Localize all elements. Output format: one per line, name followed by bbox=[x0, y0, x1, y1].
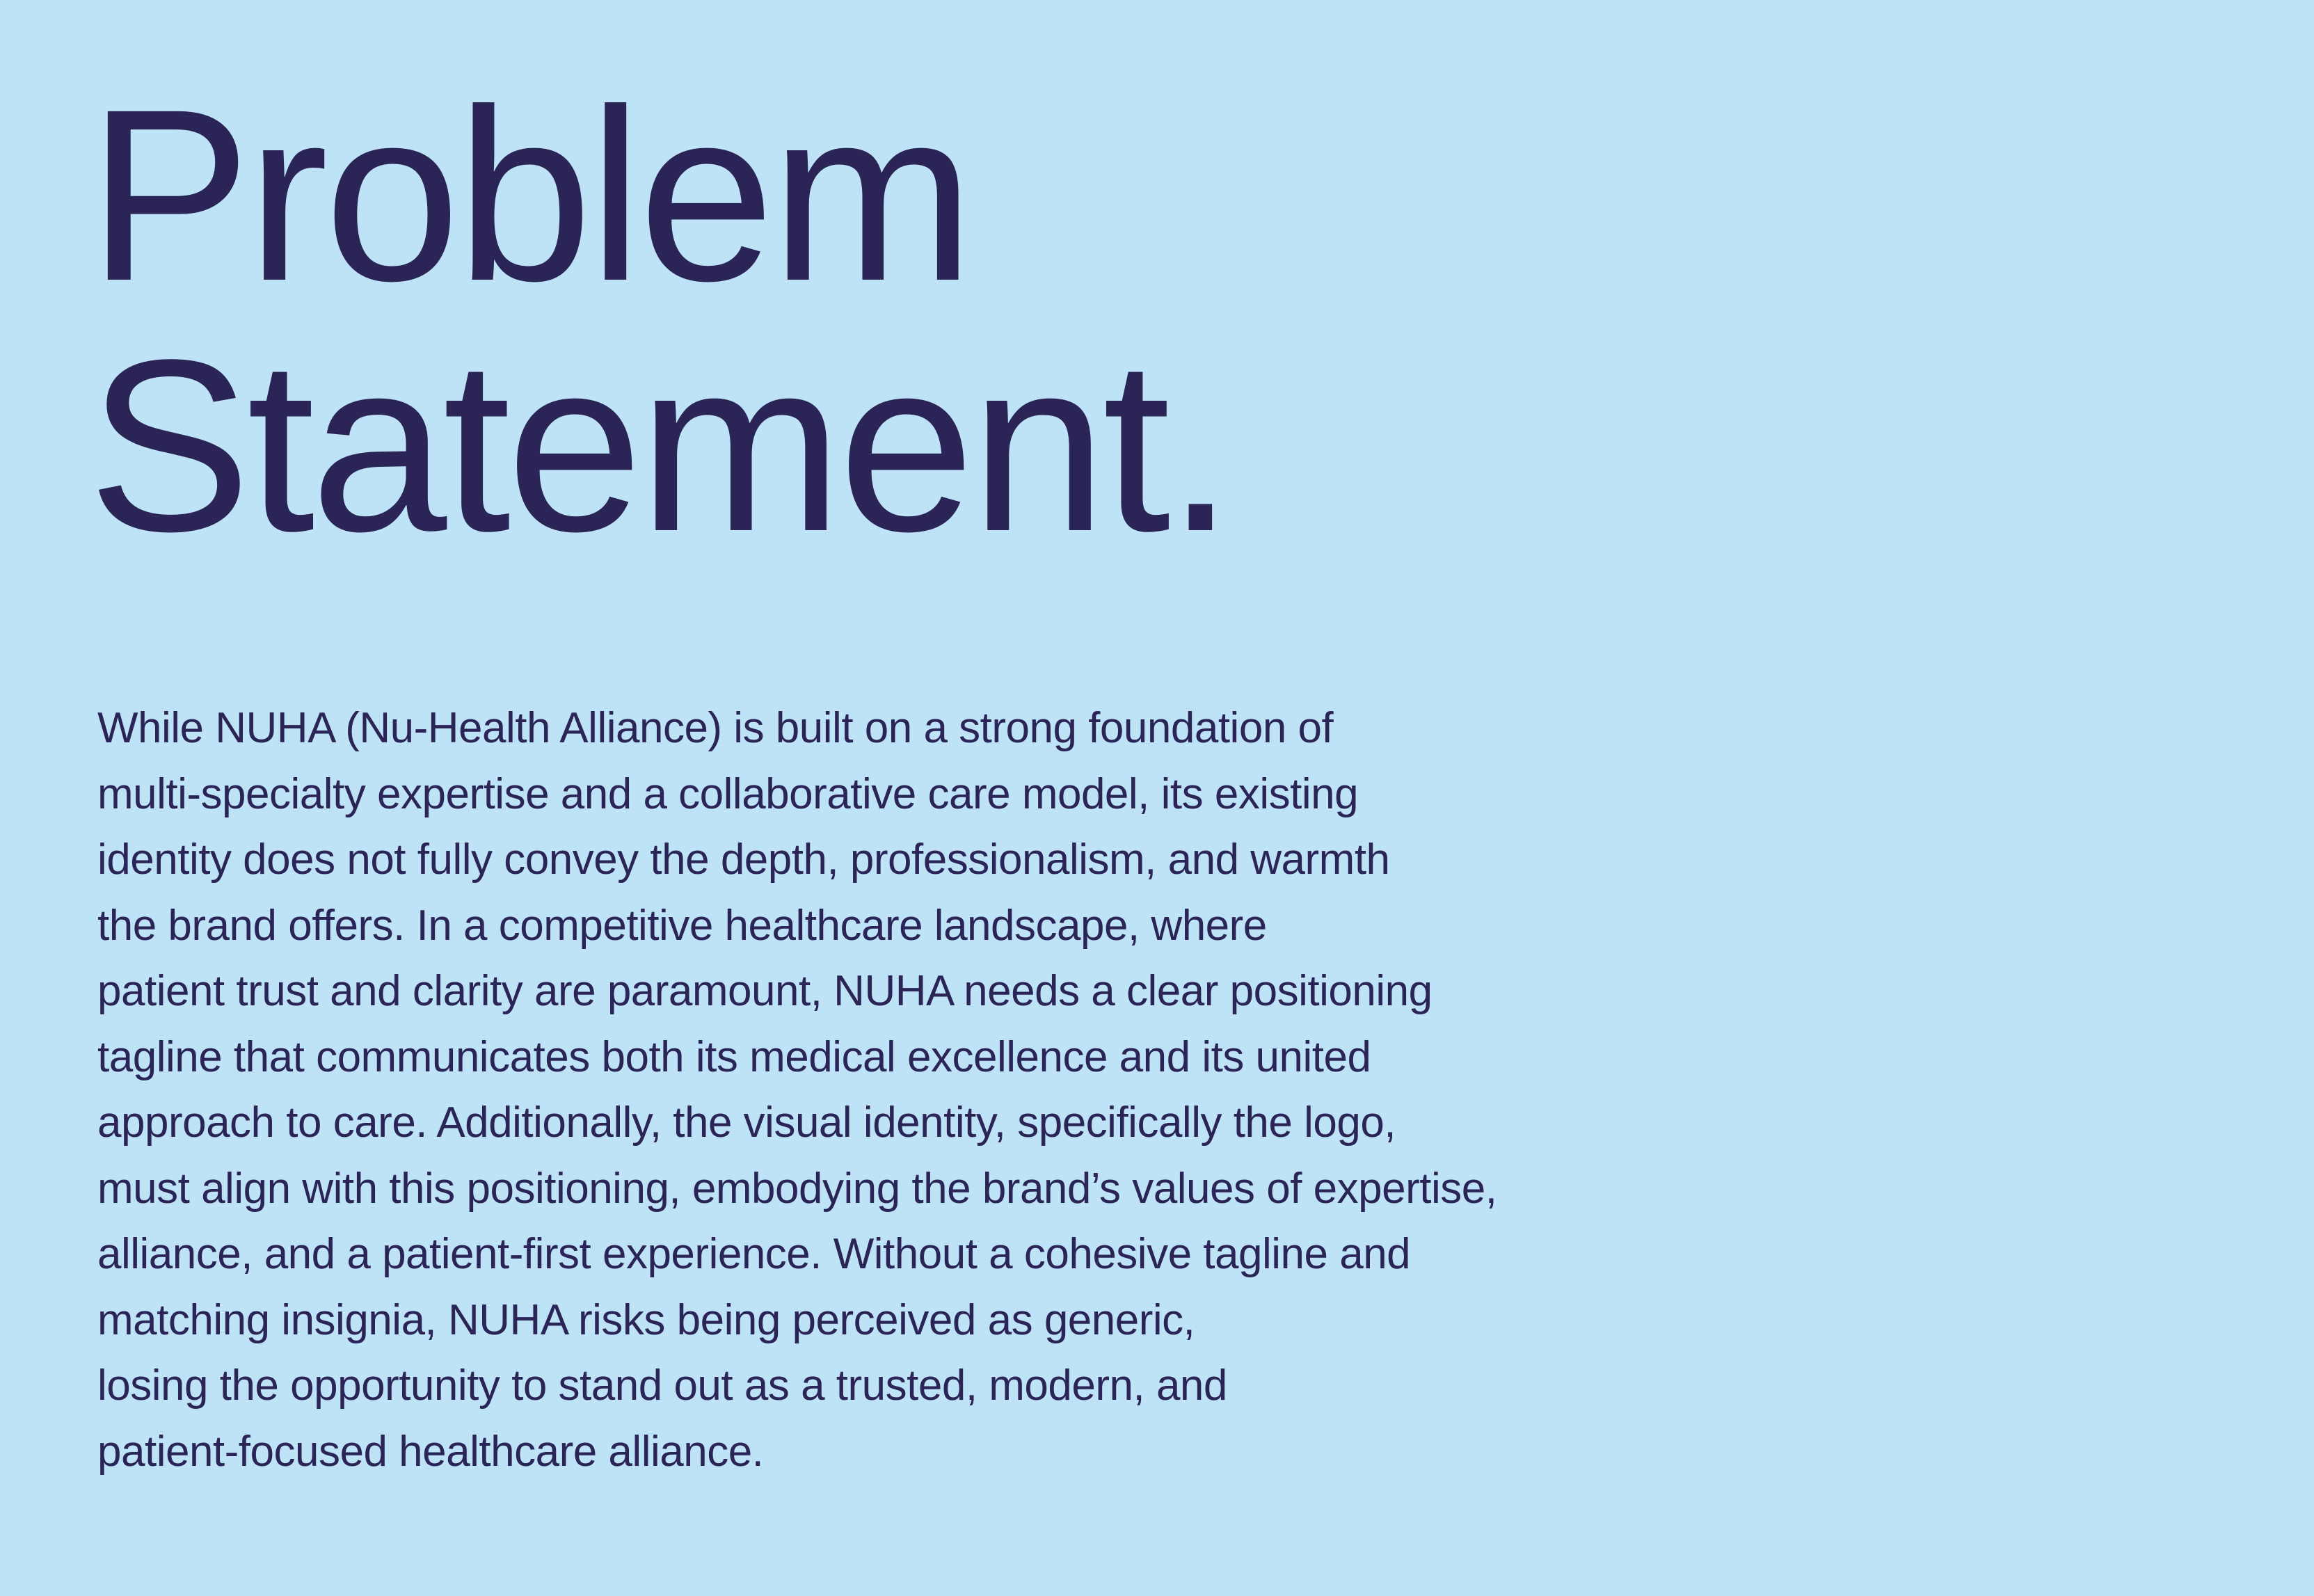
paragraph-line: tagline that communicates both its medical excellence and its united bbox=[97, 1032, 1371, 1081]
paragraph-line: alliance, and a patient-first experience. Without a cohesive tagline and bbox=[97, 1230, 1411, 1278]
page-title-line-1: Problem bbox=[88, 58, 971, 332]
page-title bbox=[88, 58, 1231, 582]
paragraph-line: patient trust and clarity are paramount, NUHA needs a clear positioning bbox=[97, 967, 1433, 1015]
paragraph-line: losing the opportunity to stand out as a trusted, modern, and bbox=[97, 1362, 1227, 1410]
paragraph-line: the brand offers. In a competitive healthcare landscape, where bbox=[97, 901, 1267, 950]
paragraph-line: identity does not fully convey the depth, professionalism, and warmth bbox=[97, 836, 1390, 884]
paragraph-line: multi-specialty expertise and a collaborative care model, its existing bbox=[97, 769, 1359, 818]
page-title-line-2: Statement. bbox=[88, 308, 1231, 582]
problem-statement-paragraph bbox=[97, 696, 2171, 1485]
paragraph-line: approach to care. Additionally, the visual identity, specifically the logo, bbox=[97, 1099, 1396, 1147]
paragraph-line: matching insignia, NUHA risks being perceived as generic, bbox=[97, 1295, 1195, 1344]
paragraph-line: must align with this positioning, embodying the brand’s values of expertise, bbox=[97, 1164, 1497, 1213]
paragraph-line: While NUHA (Nu-Health Alliance) is built on a strong foundation of bbox=[97, 704, 1334, 752]
paragraph-line: patient-focused healthcare alliance. bbox=[97, 1427, 764, 1476]
